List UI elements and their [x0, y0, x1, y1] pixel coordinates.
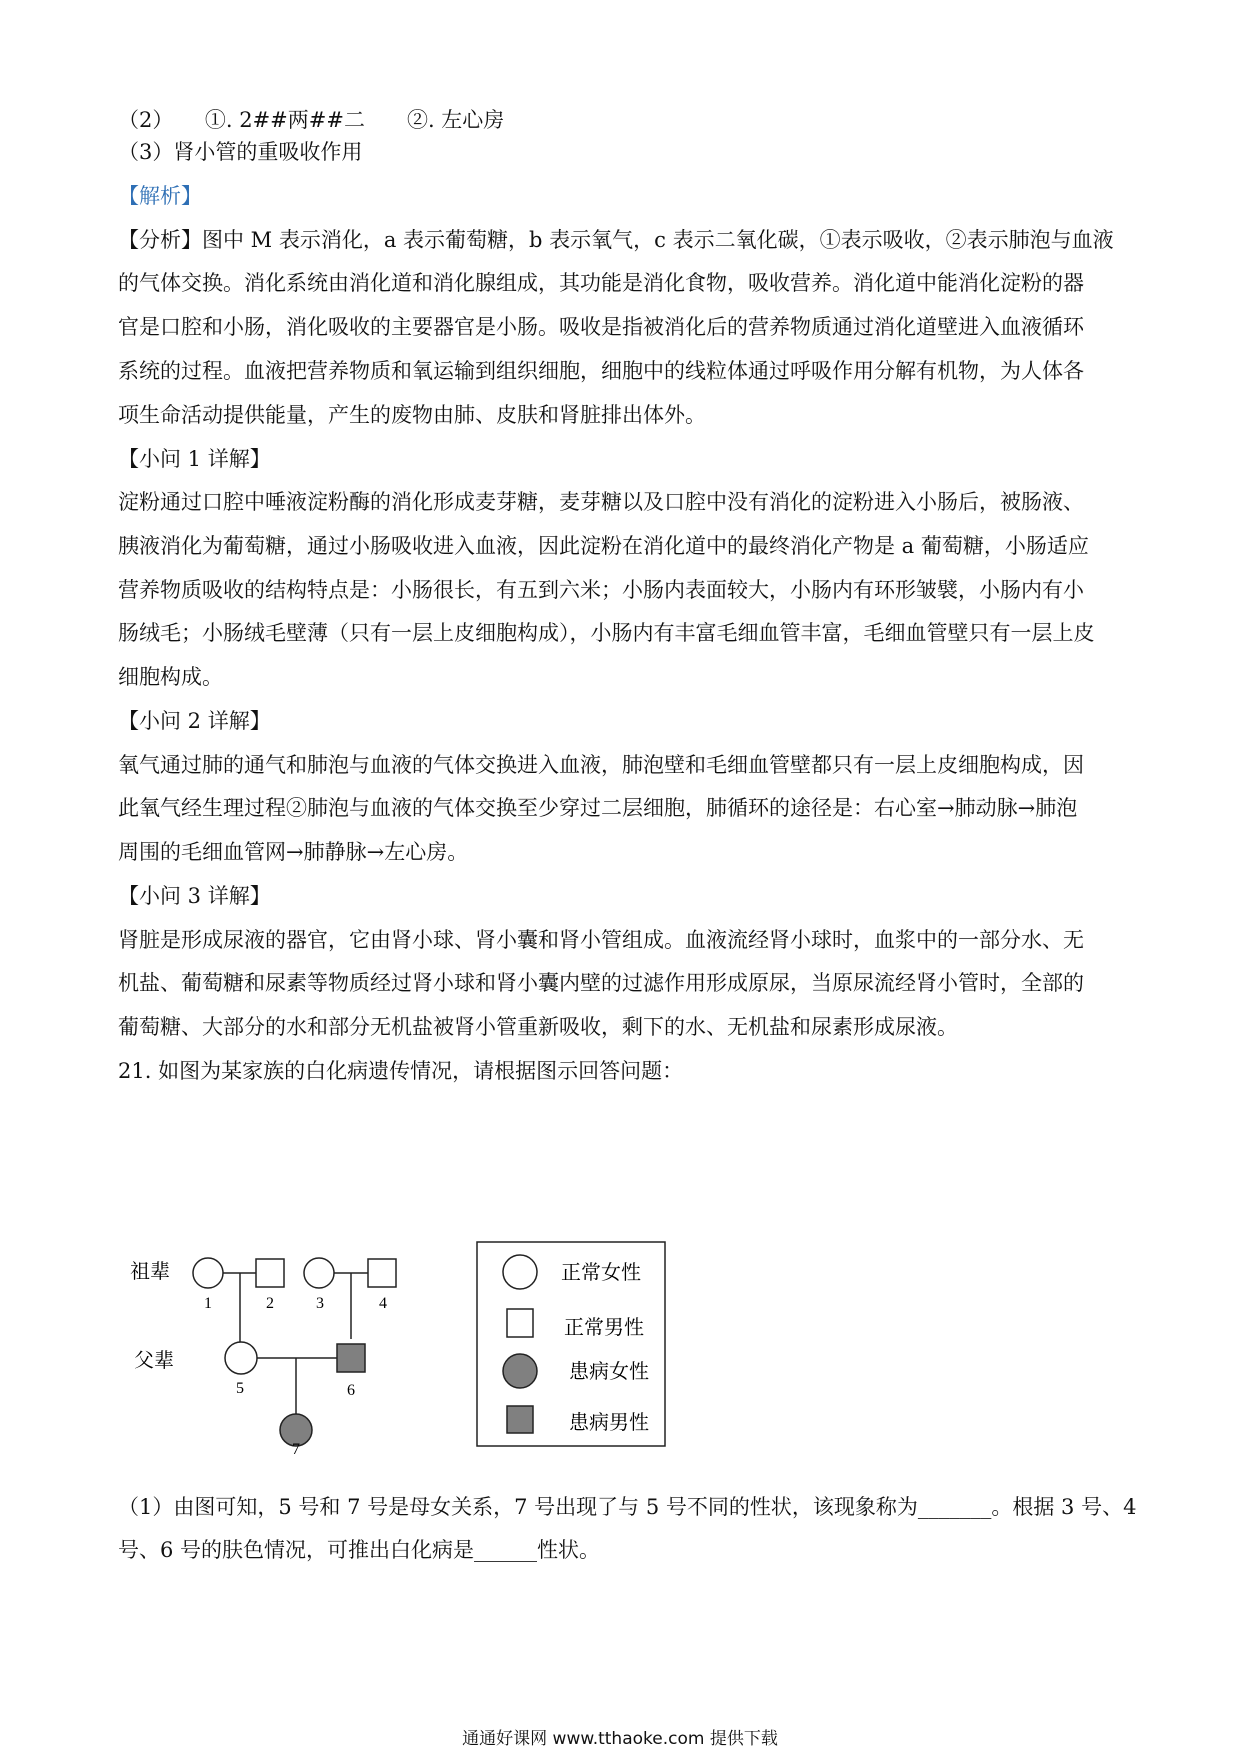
question-21-part-1-line: 号、6 号的肤色情况，可推出白化病是______性状。: [118, 1538, 601, 1562]
pedigree-diagram: [120, 1238, 680, 1454]
legend-affected-male-symbol: [507, 1406, 533, 1433]
individual-number: 5: [236, 1380, 244, 1397]
generation-label-parents: 父辈: [134, 1350, 174, 1372]
legend-affected-female-label: 患病女性: [569, 1361, 649, 1383]
paragraph-line: 细胞构成。: [118, 665, 223, 689]
individual-3-normal-female: [304, 1258, 334, 1288]
analysis-heading: 【解析】: [118, 184, 202, 208]
answer-2-line: （2） ①. 2##两##二 ②. 左心房: [118, 108, 505, 132]
page-footer: 通通好课网 www.tthaoke.com 提供下载: [462, 1729, 778, 1749]
paragraph-line: 的气体交换。消化系统由消化道和消化腺组成，其功能是消化食物，吸收营养。消化道中能消化淀粉的器: [118, 271, 1084, 295]
paragraph-line: 营养物质吸收的结构特点是：小肠很长，有五到六米；小肠内表面较大，小肠内有环形皱襞，小肠内有小: [118, 578, 1084, 602]
paragraph-line: 项生命活动提供能量，产生的废物由肺、皮肤和肾脏排出体外。: [118, 403, 706, 427]
subquestion-3-heading: 【小问 3 详解】: [118, 884, 271, 908]
question-21-stem: 21. 如图为某家族的白化病遗传情况，请根据图示回答问题：: [118, 1059, 684, 1083]
legend-normal-female-symbol: [503, 1255, 537, 1289]
individual-4-normal-male: [368, 1259, 396, 1287]
individual-number: 2: [266, 1295, 274, 1312]
generation-label-grandparents: 祖辈: [130, 1261, 170, 1283]
individual-number: 6: [347, 1382, 355, 1399]
paragraph-line: 肠绒毛；小肠绒毛壁薄（只有一层上皮细胞构成），小肠内有丰富毛细血管丰富，毛细血管壁只有一层上皮: [118, 621, 1095, 645]
individual-2-normal-male: [256, 1259, 284, 1287]
paragraph-line: 肾脏是形成尿液的器官，它由肾小球、肾小囊和肾小管组成。血液流经肾小球时，血浆中的一部分水、无: [118, 928, 1084, 952]
legend-normal-male-symbol: [507, 1309, 533, 1337]
paragraph-line: 淀粉通过口腔中唾液淀粉酶的消化形成麦芽糖，麦芽糖以及口腔中没有消化的淀粉进入小肠后，被肠液、: [118, 490, 1084, 514]
paragraph-line: 【分析】图中 M 表示消化，a 表示葡萄糖，b 表示氧气，c 表示二氧化碳，①表示吸收，②表示肺泡与血液: [118, 228, 1114, 252]
legend-normal-female-label: 正常女性: [561, 1262, 641, 1284]
question-21-part-1-line: （1）由图可知，5 号和 7 号是母女关系，7 号出现了与 5 号不同的性状，该现象称为_______。根据 3 号、4: [118, 1495, 1137, 1519]
paragraph-line: 此氧气经生理过程②肺泡与血液的气体交换至少穿过二层细胞，肺循环的途径是：右心室→肺动脉→肺泡: [118, 796, 1078, 820]
paragraph-line: 胰液消化为葡萄糖，通过小肠吸收进入血液，因此淀粉在消化道中的最终消化产物是 a 葡萄糖，小肠适应: [118, 534, 1089, 558]
paragraph-line: 葡萄糖、大部分的水和部分无机盐被肾小管重新吸收，剩下的水、无机盐和尿素形成尿液。: [118, 1015, 958, 1039]
legend-affected-male-label: 患病男性: [569, 1412, 649, 1434]
answer-3-line: （3）肾小管的重吸收作用: [118, 140, 363, 164]
paragraph-line: 氧气通过肺的通气和肺泡与血液的气体交换进入血液，肺泡壁和毛细血管壁都只有一层上皮细胞构成，因: [118, 753, 1084, 777]
legend-normal-male-label: 正常男性: [564, 1317, 644, 1339]
paragraph-line: 机盐、葡萄糖和尿素等物质经过肾小球和肾小囊内壁的过滤作用形成原尿，当原尿流经肾小管时，全部的: [118, 971, 1084, 995]
paragraph-line: 系统的过程。血液把营养物质和氧运输到组织细胞，细胞中的线粒体通过呼吸作用分解有机物，为人体各: [118, 359, 1084, 383]
paragraph-line: 周围的毛细血管网→肺静脉→左心房。: [118, 840, 469, 864]
individual-number: 1: [204, 1295, 212, 1312]
paragraph-line: 官是口腔和小肠，消化吸收的主要器官是小肠。吸收是指被消化后的营养物质通过消化道壁进入血液循环: [118, 315, 1084, 339]
individual-6-affected-male: [337, 1344, 365, 1372]
subquestion-1-heading: 【小问 1 详解】: [118, 447, 271, 471]
individual-number: 4: [379, 1295, 387, 1312]
individual-number: 7: [292, 1441, 300, 1454]
subquestion-2-heading: 【小问 2 详解】: [118, 709, 271, 733]
individual-number: 3: [316, 1295, 324, 1312]
individual-5-normal-female: [225, 1342, 257, 1374]
individual-1-normal-female: [193, 1258, 223, 1288]
legend-affected-female-symbol: [503, 1354, 537, 1388]
